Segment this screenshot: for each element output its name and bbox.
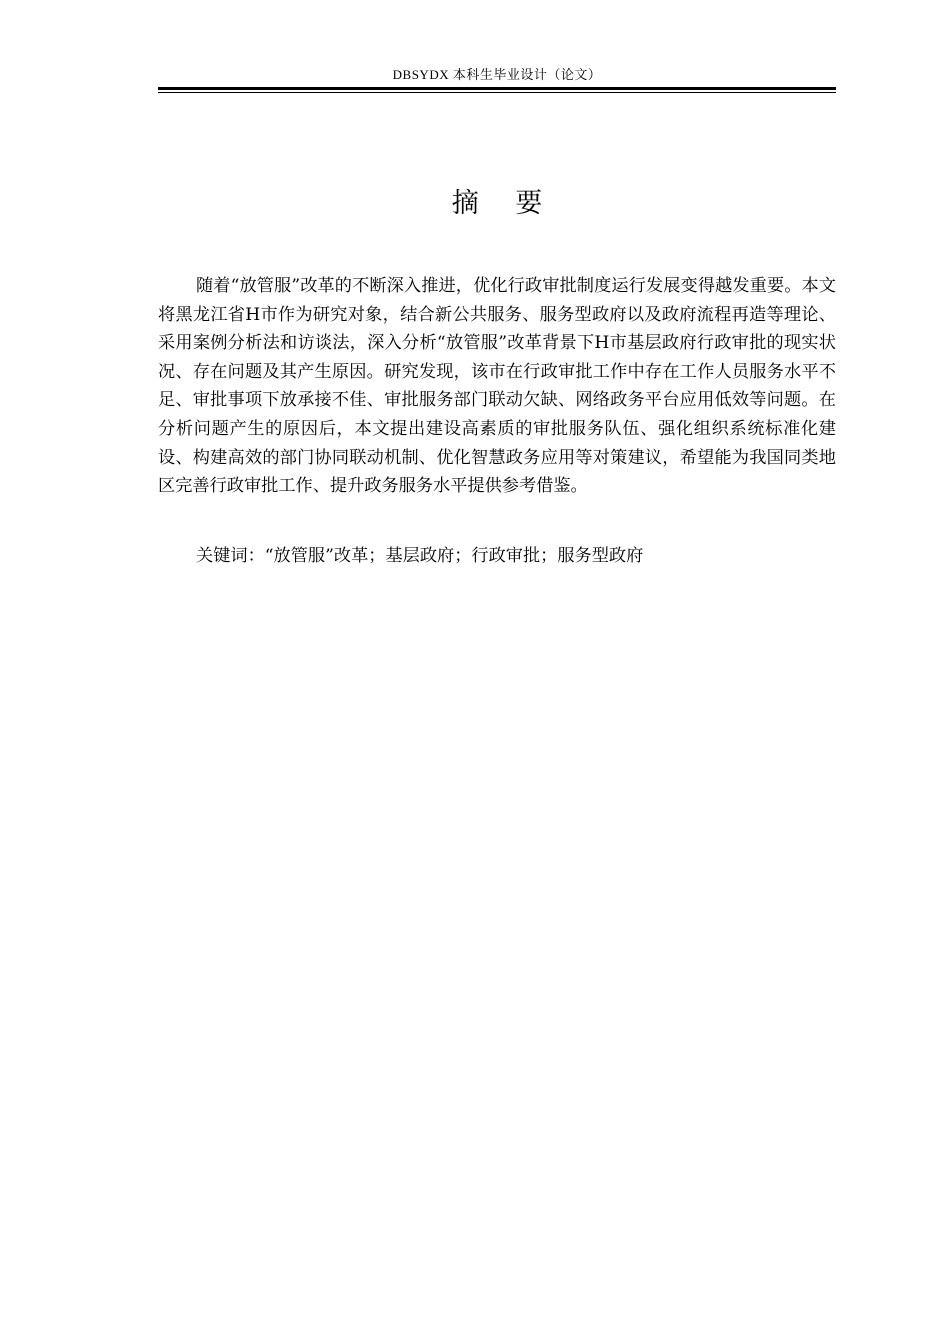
keywords-text: “放管服”改革；基层政府；行政审批；服务型政府: [264, 546, 644, 566]
keywords-line: [196, 542, 836, 570]
abstract-body: 随着“放管服”改革的不断深入推进，优化行政审批制度运行发展变得越发重要。本文将黑龙江省H市作为研究对象，结合新公共服务、服务型政府以及政府流程再造等理论、采用案例分析法和访谈法，深入分析“放管服”改革背景下H市基层政府行政审批的现实状况、存在问题及其产生原因。研究发现，该市在行政审批工作中存在工作人员服务水平不足、审批事项下放承接不佳、审批服务部门联动欠缺、网络政务平台应用低效等问题。在分析问题产生的原因后，本文提出建设高素质的审批服务队伍、强化组织系统标准化建设、构建高效的部门协同联动机制、优化智慧政务应用等对策建议，希望能为我国同类地区完善行政审批工作、提升政务服务水平提供参考借鉴。: [158, 276, 836, 497]
keywords-label: 关键词：: [196, 546, 265, 566]
abstract-title: 摘 要: [451, 188, 557, 219]
running-header: DBSYDX 本科生毕业设计（论文）: [392, 67, 602, 82]
header-rule-thick: [158, 87, 836, 90]
header-rule-thin: [158, 92, 836, 93]
